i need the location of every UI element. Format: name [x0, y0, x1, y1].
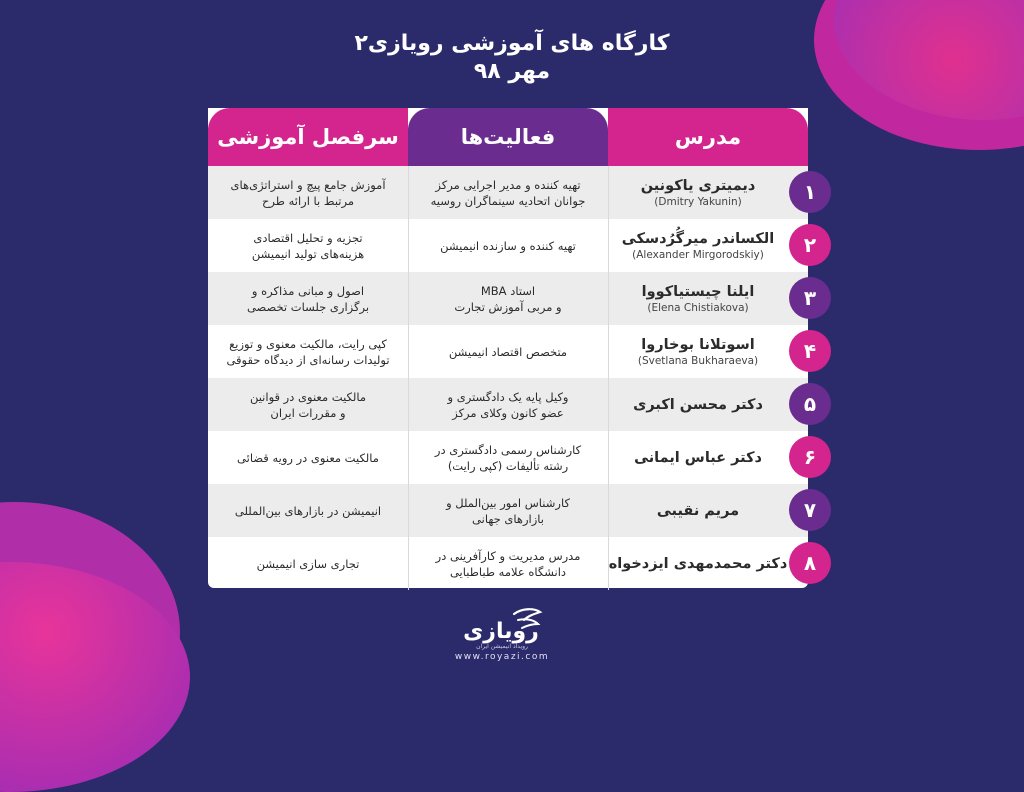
- teacher-cell: [608, 378, 788, 431]
- row-number-badge: ۱: [789, 171, 831, 213]
- row-number-badge: ۴: [789, 330, 831, 372]
- activity-line: تهیه کننده و مدیر اجرایی مرکز: [435, 177, 581, 192]
- activity-line: عضو کانون وکلای مرکز: [452, 405, 564, 420]
- teacher-name: دکتر محسن اکبری: [633, 396, 763, 413]
- table-row: [208, 166, 817, 219]
- activity-line: استاد MBA: [480, 283, 536, 298]
- teacher-name: دیمیتری یاکونین: [640, 177, 756, 194]
- row-number-badge: ۸: [789, 542, 831, 584]
- logo-text: رویازی: [463, 619, 539, 644]
- activity-cell: [408, 484, 609, 537]
- row-number-badge: ۳: [789, 277, 831, 319]
- activity-line: بازارهای جهانی: [472, 511, 544, 526]
- activity-line: رشته تألیفات (کپی رایت): [447, 458, 569, 473]
- activity-line: مدرس مدیریت و کارآفرینی در: [435, 548, 581, 563]
- topic-line: آموزش جامع پیچ و استراتژی‌های: [230, 177, 386, 192]
- header-teacher: مدرس: [608, 108, 808, 166]
- topic-line: برگزاری جلسات تخصصی: [246, 299, 370, 314]
- teacher-cell: [608, 219, 788, 272]
- page-title: کارگاه های آموزشی رویازی۲: [354, 31, 670, 56]
- teacher-latin-name: (Alexander Mirgorodskiy): [632, 248, 764, 261]
- table-row: [208, 484, 817, 537]
- topic-line: و مقررات ایران: [270, 405, 346, 420]
- activity-line: جوانان اتحادیه سینماگران روسیه: [430, 193, 586, 208]
- page-subtitle: مهر ۹۸: [473, 59, 551, 84]
- teacher-name: مریم نقیبی: [656, 502, 740, 519]
- activity-line: متخصص اقتصاد انیمیشن: [448, 344, 568, 359]
- row-number-badge: ۷: [789, 489, 831, 531]
- table-row: [208, 219, 817, 272]
- topic-line: انیمیشن در بازارهای بین‌المللی: [234, 503, 382, 518]
- workshop-table: [208, 108, 817, 588]
- activity-cell: [408, 325, 609, 378]
- teacher-latin-name: (Elena Chistiakova): [647, 301, 749, 314]
- activity-cell: [408, 219, 609, 272]
- topic-cell: [208, 272, 409, 325]
- logo-tagline: رویداد انیمیشن ایران: [476, 643, 528, 650]
- activity-cell: [408, 431, 609, 484]
- row-number-badge: ۵: [789, 383, 831, 425]
- activity-cell: [408, 537, 609, 590]
- header-activities: فعالیت‌ها: [408, 108, 608, 166]
- teacher-name: الکساندر میرگُرُدسکی: [621, 230, 775, 247]
- topic-cell: [208, 378, 409, 431]
- table-row: [208, 378, 817, 431]
- table-row: [208, 537, 817, 590]
- topic-line: اصول و مبانی مذاکره و: [251, 283, 365, 298]
- website-url[interactable]: www.royazi.com: [454, 652, 550, 662]
- activity-cell: [408, 272, 609, 325]
- activity-line: دانشگاه علامه طباطبایی: [449, 564, 567, 579]
- topic-cell: [208, 537, 409, 590]
- activity-line: و مربی آموزش تجارت: [454, 299, 562, 314]
- topic-cell: [208, 325, 409, 378]
- activity-line: کارشناس امور بین‌الملل و: [446, 495, 570, 510]
- topic-line: مالکیت معنوی در رویه قضائی: [237, 450, 379, 465]
- teacher-latin-name: (Svetlana Bukharaeva): [637, 354, 759, 367]
- teacher-cell: [608, 166, 788, 219]
- royazi-logo: [442, 606, 562, 666]
- topic-line: مرتبط با ارائه طرح: [262, 193, 354, 208]
- topic-line: کپی رایت، مالکیت معنوی و توزیع: [229, 336, 387, 351]
- table-row: [208, 272, 817, 325]
- topic-cell: [208, 219, 409, 272]
- teacher-name: دکتر محمدمهدی ایزدخواه: [608, 555, 788, 572]
- activity-cell: [408, 166, 609, 219]
- row-number-badge: ۲: [789, 224, 831, 266]
- teacher-cell: [608, 325, 788, 378]
- topic-line: تولیدات رسانه‌ای از دیدگاه حقوقی: [226, 352, 390, 367]
- teacher-name: دکتر عباس ایمانی: [634, 449, 762, 466]
- topic-cell: [208, 484, 409, 537]
- activity-line: کارشناس رسمی دادگستری در: [434, 442, 582, 457]
- teacher-cell: [608, 537, 788, 590]
- topic-line: تجزیه و تحلیل اقتصادی: [253, 230, 363, 245]
- topic-line: هزینه‌های تولید انیمیشن: [251, 246, 365, 261]
- teacher-cell: [608, 431, 788, 484]
- table-row: [208, 431, 817, 484]
- activity-cell: [408, 378, 609, 431]
- activity-line: وکیل پایه یک دادگستری و: [447, 389, 569, 404]
- header-topic: سرفصل آموزشی: [208, 108, 408, 166]
- teacher-cell: [608, 272, 788, 325]
- table-row: [208, 325, 817, 378]
- topic-line: مالکیت معنوی در قوانین: [249, 389, 367, 404]
- teacher-latin-name: (Dmitry Yakunin): [654, 195, 742, 208]
- teacher-name: ایلنا چیستیاکووا: [641, 283, 755, 300]
- teacher-cell: [608, 484, 788, 537]
- topic-line: تجاری سازی انیمیشن: [256, 556, 360, 571]
- topic-cell: [208, 166, 409, 219]
- topic-cell: [208, 431, 409, 484]
- teacher-name: اسوتلانا بوخاروا: [641, 336, 755, 353]
- activity-line: تهیه کننده و سازنده انیمیشن: [440, 238, 576, 253]
- row-number-badge: ۶: [789, 436, 831, 478]
